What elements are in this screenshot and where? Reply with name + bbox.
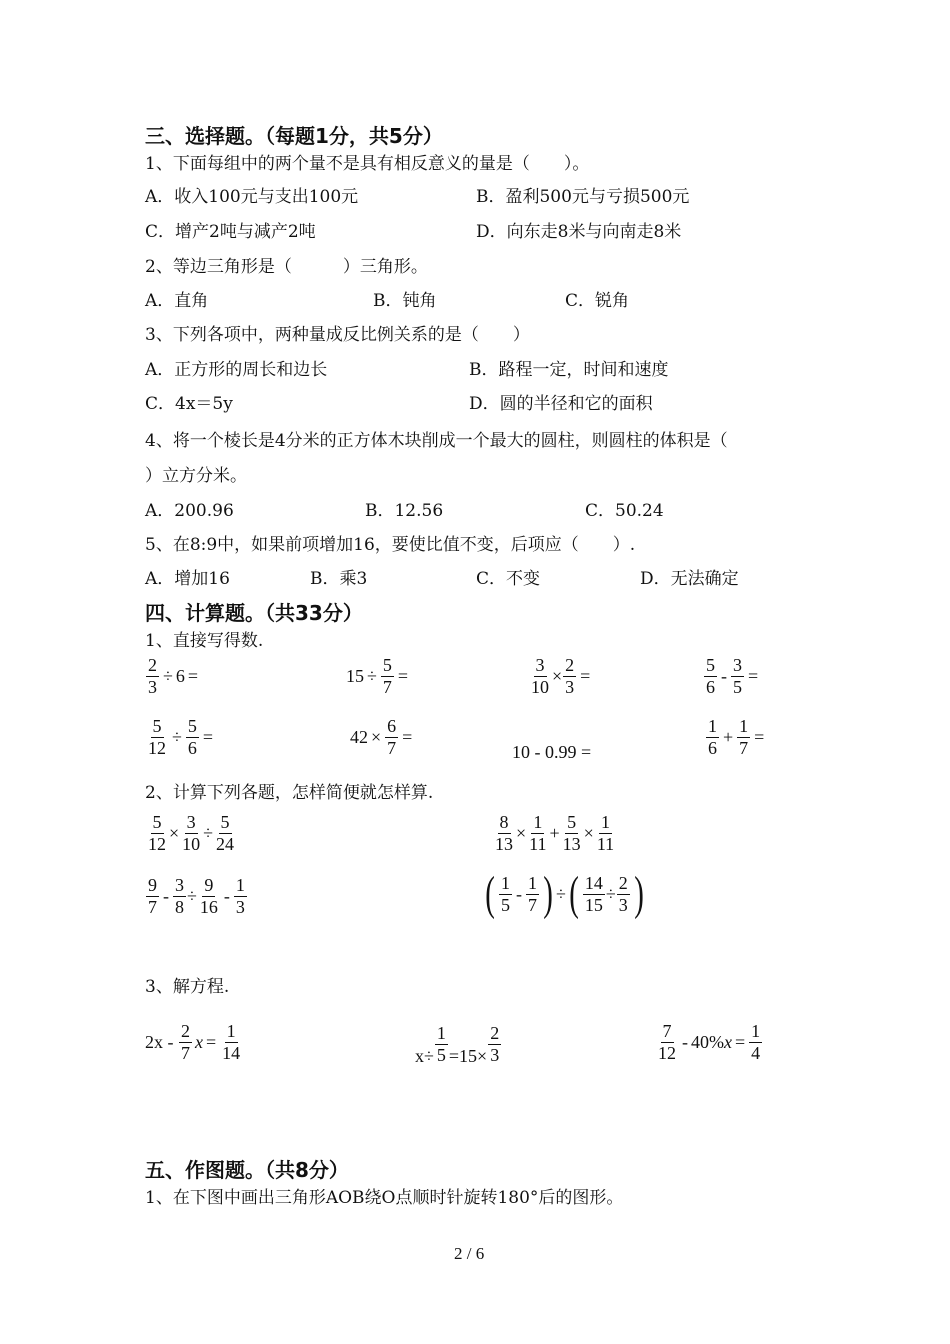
- q2-option-a: A．直角: [145, 291, 209, 311]
- q5-option-c: C．不变: [476, 569, 541, 589]
- expr-4: $\frac{5}{6}$ - $\frac{3}{5}$ =: [706, 655, 759, 697]
- fraction: $\frac{2}{3}$: [565, 655, 575, 697]
- q5-option-d: D．无法确定: [640, 569, 739, 589]
- right-paren-icon: ): [633, 867, 644, 920]
- fraction: $\frac{3}{10}$: [531, 655, 549, 697]
- fraction: $\frac{3}{10}$: [182, 812, 201, 854]
- section-4-title: 四、计算题。（共33分）: [145, 601, 363, 625]
- section-3-title: 三、选择题。（每题1分，共5分）: [145, 124, 443, 148]
- expr-6: 42 × $\frac{6}{7}$ =: [350, 716, 413, 758]
- fraction: $\frac{1}{5}$: [500, 872, 510, 915]
- calc-4: ( $\frac{1}{5}$ - $\frac{1}{7}$ ) ÷ ( $\frac{14}{15}$ ÷ $\frac{2}{3}$ ): [482, 870, 647, 918]
- fraction: $\frac{5}{24}$: [216, 812, 235, 854]
- q2-text: 2、等边三角形是（ ）三角形。: [145, 257, 428, 277]
- fraction: $\frac{3}{5}$: [733, 655, 742, 697]
- left-paren-icon: (: [569, 867, 579, 920]
- fraction: $\frac{1}{11}$: [596, 812, 615, 854]
- fraction: $\frac{8}{13}$: [495, 812, 513, 854]
- equation-2: x÷ $\frac{1}{5}$ =15× $\frac{2}{3}$: [415, 1023, 500, 1066]
- fraction: $\frac{14}{15}$: [584, 872, 603, 915]
- q3-option-a: A．正方形的周长和边长: [145, 360, 328, 380]
- expr-1: $\frac{2}{3}$ ÷ 6 =: [148, 655, 199, 697]
- q3-option-d: D．圆的半径和它的面积: [469, 394, 653, 414]
- fraction: $\frac{1}{3}$: [235, 875, 245, 917]
- fraction: $\frac{9}{7}$: [148, 875, 157, 917]
- fraction: $\frac{1}{11}$: [529, 812, 547, 854]
- q1-option-a: A．收入100元与支出100元: [145, 187, 359, 207]
- q4-option-c: C．50.24: [585, 501, 664, 521]
- fraction: $\frac{3}{8}$: [175, 875, 184, 917]
- left-group: ( $\frac{1}{5}$ - $\frac{1}{7}$ ): [485, 867, 553, 920]
- q3-text: 3、下列各项中，两种量成反比例关系的是（ ）: [145, 325, 530, 345]
- fraction: $\frac{1}{14}$: [222, 1021, 241, 1063]
- expr-7: 10 - 0.99 =: [512, 742, 592, 762]
- equation-1: 2x - $\frac{2}{7}$ x = $\frac{1}{14}$: [145, 1021, 241, 1063]
- q2-option-c: C．锐角: [565, 291, 630, 311]
- equation-3: $\frac{7}{12}$ - 40% x = $\frac{1}{4}$: [658, 1021, 761, 1063]
- fraction: $\frac{1}{5}$: [436, 1023, 446, 1065]
- fraction: $\frac{2}{3}$: [618, 872, 628, 915]
- q4-text-continued: ）立方分米。: [145, 466, 247, 486]
- right-group: ( $\frac{14}{15}$ ÷ $\frac{2}{3}$ ): [569, 867, 644, 920]
- fraction: $\frac{1}{4}$: [751, 1021, 761, 1063]
- fraction: $\frac{6}{7}$: [387, 716, 397, 758]
- q3-option-c: C．4x＝5y: [145, 394, 233, 414]
- q1-option-c: C．增产2吨与减产2吨: [145, 222, 316, 242]
- q2-option-b: B．钝角: [373, 291, 437, 311]
- fraction: $\frac{5}{6}$: [187, 716, 197, 758]
- fraction: $\frac{2}{3}$: [490, 1023, 500, 1065]
- expr-8: $\frac{1}{6}$ + $\frac{1}{7}$ =: [708, 716, 765, 758]
- fraction: $\frac{5}{12}$: [148, 812, 166, 854]
- q3-option-b: B．路程一定，时间和速度: [469, 360, 669, 380]
- fraction: $\frac{5}{13}$: [562, 812, 581, 854]
- calc-3: $\frac{9}{7}$ - $\frac{3}{8}$ ÷ $\frac{9}{16}$ - $\frac{1}{3}$: [148, 875, 245, 917]
- page-number: 2 / 6: [454, 1244, 485, 1263]
- fraction: $\frac{7}{12}$: [658, 1021, 676, 1063]
- q5-option-b: B．乘3: [310, 569, 368, 589]
- q1-option-d: D．向东走8米与向南走8米: [476, 222, 682, 242]
- fraction: $\frac{1}{7}$: [739, 716, 749, 758]
- expr-5: $\frac{5}{12}$ ÷ $\frac{5}{6}$ =: [148, 716, 214, 758]
- fraction: $\frac{1}{6}$: [708, 716, 717, 758]
- fraction: $\frac{1}{7}$: [527, 872, 537, 915]
- expr-2: 15 ÷ $\frac{5}{7}$ =: [346, 655, 409, 697]
- left-paren-icon: (: [485, 867, 495, 920]
- right-paren-icon: ): [543, 867, 553, 920]
- q5-text: 5、在8:9中，如果前项增加16，要使比值不变，后项应（ ）.: [145, 535, 636, 555]
- q1-text: 1、下面每组中的两个量不是具有相反意义的量是（ ）。: [145, 154, 590, 174]
- fraction: $\frac{5}{6}$: [706, 655, 715, 697]
- fraction: $\frac{2}{3}$: [148, 655, 157, 697]
- p2-text: 2、计算下列各题，怎样简便就怎样算.: [145, 783, 434, 803]
- s5-q1-text: 1、在下图中画出三角形AOB绕O点顺时针旋转180°后的图形。: [145, 1188, 624, 1208]
- fraction: $\frac{9}{16}$: [199, 875, 218, 917]
- p1-text: 1、直接写得数.: [145, 631, 264, 651]
- fraction: $\frac{5}{12}$: [148, 716, 166, 758]
- fraction: $\frac{5}{7}$: [382, 655, 392, 697]
- calc-2: $\frac{8}{13}$ × $\frac{1}{11}$ + $\frac{5}{13}$ × $\frac{1}{11}$: [495, 812, 615, 854]
- calc-1: $\frac{5}{12}$ × $\frac{3}{10}$ ÷ $\frac{5}{24}$: [148, 812, 235, 854]
- fraction: $\frac{2}{7}$: [181, 1021, 190, 1063]
- q4-text: 4、将一个棱长是4分米的正方体木块削成一个最大的圆柱，则圆柱的体积是（: [145, 431, 728, 451]
- p3-text: 3、解方程.: [145, 977, 230, 997]
- section-5-title: 五、作图题。（共8分）: [145, 1158, 349, 1182]
- q4-option-b: B．12.56: [365, 501, 444, 521]
- q4-option-a: A．200.96: [145, 501, 234, 521]
- q5-option-a: A．增加16: [145, 569, 230, 589]
- expr-3: $\frac{3}{10}$ × $\frac{2}{3}$ =: [531, 655, 591, 697]
- q1-option-b: B．盈利500元与亏损500元: [476, 187, 690, 207]
